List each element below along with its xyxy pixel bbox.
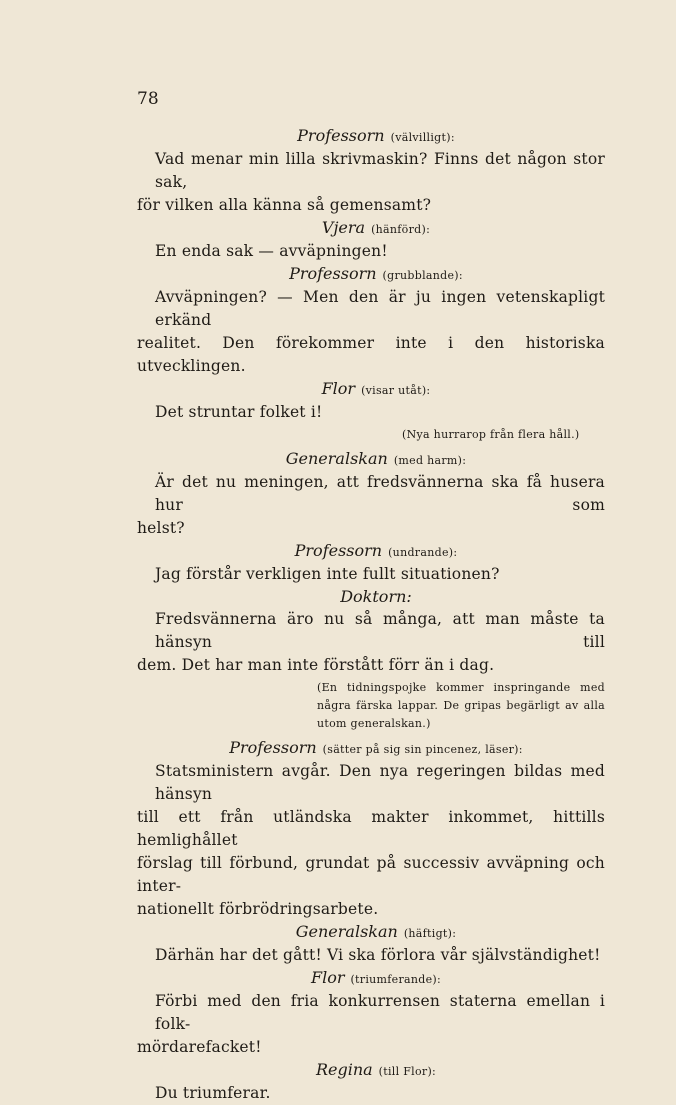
speaker-name: Professorn [229, 738, 317, 757]
speaker-name: Flor [321, 379, 356, 398]
speaker-heading [137, 263, 605, 286]
speaker-name: Professorn [297, 126, 385, 145]
speech-line: nationellt förbrödringsarbete. [137, 900, 379, 918]
speaker-name: Doktorn: [340, 587, 412, 606]
stage-direction-inline: (välvilligt): [390, 131, 455, 144]
stage-direction-inline: (hänförd): [371, 223, 431, 236]
speaker-heading [137, 586, 605, 608]
stage-direction [137, 679, 605, 733]
speech [137, 944, 605, 967]
speaker-heading [137, 378, 605, 401]
speaker-heading [137, 125, 605, 148]
speaker-name: Regina [315, 1060, 373, 1079]
speech-line: helst? [137, 519, 185, 537]
speech [137, 240, 605, 263]
stage-direction-line: utom generalskan.) [317, 717, 431, 730]
speech-line: dem. Det har man inte förstått förr än i dag. [137, 656, 495, 674]
speech-line: Är det nu meningen, att fredsvännerna ska få husera hur som [155, 473, 605, 514]
page-text [137, 125, 605, 1105]
speaker-name: Generalskan [285, 449, 388, 468]
speech-line: realitet. Den förekommer inte i den historiska utvecklingen. [137, 334, 605, 375]
speaker-heading [137, 217, 605, 240]
speaker-heading [137, 737, 605, 760]
stage-direction-line: (En tidningspojke kommer inspringande med [317, 681, 605, 694]
speaker-heading [137, 1059, 605, 1082]
stage-direction-line: några färska lappar. De gripas begärligt av alla [317, 699, 605, 712]
speech-line: förslag till förbund, grundat på successiv avväpning och inter- [137, 854, 605, 895]
speech-line: Statsministern avgår. Den nya regeringen bildas med hänsyn [155, 762, 605, 803]
speech [137, 608, 605, 677]
speech [137, 471, 605, 540]
speech-line: Förbi med den fria konkurrensen staterna emellan i folk- [155, 992, 605, 1033]
speech-line: Därhän har det gått! Vi ska förlora vår självständighet! [155, 946, 601, 964]
speaker-name: Vjera [321, 218, 366, 237]
speech-line: Avväpningen? — Men den är ju ingen vetenskapligt erkänd [155, 288, 605, 329]
speech-line: Vad menar min lilla skrivmaskin? Finns det någon stor sak, [155, 150, 605, 191]
speech-line: Det struntar folket i! [155, 403, 323, 421]
speech [137, 760, 605, 921]
stage-direction-inline: (till Flor): [378, 1065, 437, 1078]
speech [137, 401, 605, 424]
speech-line: Jag förstår verkligen inte fullt situationen? [155, 565, 500, 583]
speaker-heading [137, 540, 605, 563]
speech [137, 990, 605, 1059]
speech [137, 563, 605, 586]
page-number: 78 [137, 89, 159, 109]
stage-direction-inline: (sätter på sig sin pincenez, läser): [322, 743, 523, 756]
speaker-heading [137, 921, 605, 944]
speaker-name: Generalskan [295, 922, 398, 941]
stage-direction-line: (Nya hurrarop från flera håll.) [402, 428, 580, 441]
speech-line: En enda sak — avväpningen! [155, 242, 388, 260]
stage-direction-inline: (grubblande): [382, 269, 463, 282]
speech-line: Fredsvännerna äro nu så många, att man måste ta hänsyn till [155, 610, 605, 651]
stage-direction [137, 426, 605, 444]
speech-line: till ett från utländska makter inkommet, hittills hemlighållet [137, 808, 605, 849]
speaker-name: Professorn [294, 541, 383, 560]
stage-direction-inline: (visar utåt): [361, 384, 431, 397]
stage-direction-inline: (triumferande): [350, 973, 442, 986]
speaker-name: Flor [310, 968, 345, 987]
speaker-heading [137, 967, 605, 990]
speaker-heading [137, 448, 605, 471]
speech [137, 286, 605, 378]
stage-direction-inline: (undrande): [388, 546, 458, 559]
stage-direction-inline: (med harm): [393, 454, 467, 467]
speech [137, 148, 605, 217]
speech-line: mördarefacket! [137, 1038, 262, 1056]
speaker-name: Professorn [289, 264, 377, 283]
stage-direction-inline: (häftigt): [403, 927, 457, 940]
speech-line: för vilken alla känna så gemensamt? [137, 196, 432, 214]
speech [137, 1082, 605, 1105]
speech-line: Du triumferar. [155, 1084, 271, 1102]
